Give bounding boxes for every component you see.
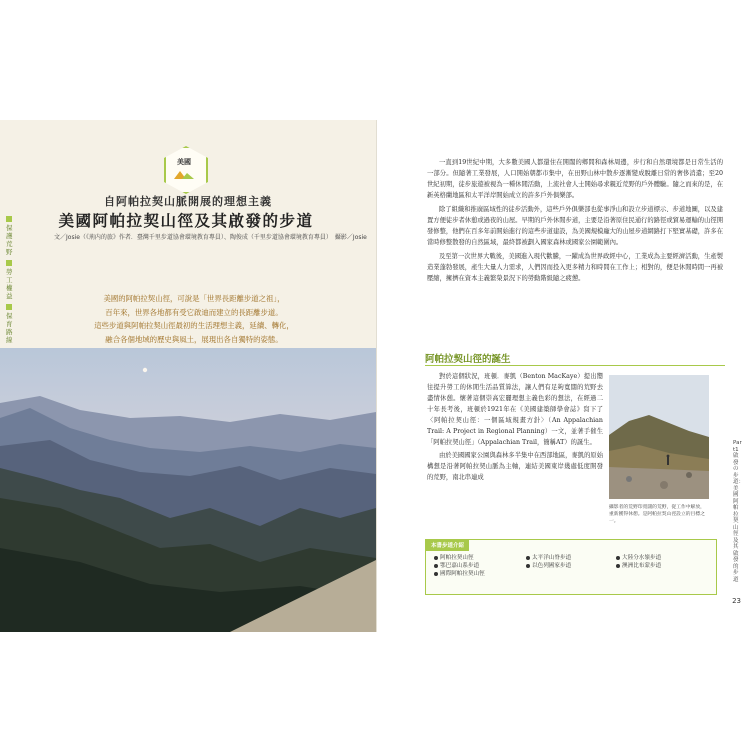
body-text <box>427 157 723 287</box>
section-heading: 阿帕拉契山徑的誕生 <box>425 354 511 365</box>
trail-item: 鄂巴嘉山系步道 <box>434 562 485 570</box>
bullet-icon <box>434 556 438 560</box>
nav-bullet-icon <box>6 216 12 222</box>
article-title: 美國阿帕拉契山徑及其啟發的步道 <box>58 211 314 230</box>
section-divider <box>425 365 725 366</box>
featured-trails-label: 本書步道介紹 <box>426 539 469 551</box>
mountain-landscape-photo <box>0 348 376 632</box>
hiker-summit-photo <box>609 375 709 499</box>
body-paragraph: 一直到19世紀中期，大多數美國人都還住在開闊的鄉間和森林周邊，步行和自然環境都是日常生活的一部分。但隨著工業發展，人口開始朝都市集中，在田野山林中散步逐漸變成脫離日常的奢侈消遣；至20世紀初期，徒步旅遊被視為一種休閒活動，上流社會人士開始尋求親近荒野的戶外體驗。隨之而來的是，在新英格蘭地區和太平洋岸開始成立的許多戶外俱樂部。 <box>427 159 723 199</box>
article-byline: 文／Josie（《荊内的旅》作者．臺灣千里步道協會環境教育專員）、陶俊成（千里步道協會環境教育專員） 攝影／Josie <box>54 234 367 241</box>
trail-list-column <box>616 554 661 570</box>
mountain-icon <box>174 169 194 179</box>
bullet-icon <box>434 564 438 568</box>
bullet-icon <box>434 572 438 576</box>
right-page <box>376 120 750 632</box>
section-text <box>427 371 603 485</box>
article-subtitle: 自阿帕拉契山脈開展的理想主義 <box>104 195 272 208</box>
trail-item: 國際阿帕拉契山徑 <box>434 570 485 578</box>
book-spread <box>0 120 750 632</box>
trail-item: 以色列國家步道 <box>526 562 571 570</box>
bullet-icon <box>616 564 620 568</box>
trail-list-column <box>434 554 485 578</box>
trail-item: 太平洋山脊步道 <box>526 554 571 562</box>
body-paragraph: 除了組織和推廣區域性的徒步活動外，這些戶外俱樂部也從事淨山和設立步道標示、步道地圖，以及建置方便徒步者休憩或過夜的山屋。早期的戶外休閒步道，主要是沿著原住民通行的路徑或貿易運輸的山徑開發修整，他們在百多年前開始進行的這些步道建設，為美國規模龐大的山屋步道網路打下堅實基礎，許多在當時修整散發的自然區域，最終都被劃入國家森林或國家公園範圍內。 <box>427 206 723 246</box>
bullet-icon <box>526 564 530 568</box>
trail-list-column <box>526 554 571 570</box>
section-paragraph: 由於美國國家公園與森林多半集中在西部地區，麥凱的原始構想是沿著阿帕拉契山脈為主軸，連結美國東岸幾處低度開發的荒野，南北串連成 <box>427 452 603 481</box>
side-nav-item: 保護荒野 <box>6 224 13 256</box>
nav-bullet-icon <box>6 260 12 266</box>
body-paragraph: 及至第一次世界大戰後，美國進入現代歡騰，一躍成為世界政經中心，工業成為主要經濟活動，生產製造業蓬勃發展，產生大量人力需求，人們因而投入更多精力和時間在工作上；相對的，便是休閒時間一再被壓縮，擁擠在資本主義繁榮景況下的勞動階級隨之疲憊。 <box>427 253 723 282</box>
chapter-side-nav <box>6 216 22 348</box>
intro-line: 美國的阿帕拉契山徑，可說是「世界長距離步道之祖」， <box>103 294 285 303</box>
side-nav-item: 保育路線 <box>6 312 13 344</box>
left-page <box>0 120 376 632</box>
intro-line: 融合各個地域的歷史與風土，展現出各自獨特的姿態。 <box>105 334 283 344</box>
intro-text <box>44 292 344 346</box>
bullet-icon <box>526 556 530 560</box>
trail-item: 大陸分水嶺步道 <box>616 554 661 562</box>
intro-line: 這些步道與阿帕拉契山徑最初的生活理想主義，延續、轉化， <box>94 321 294 330</box>
section-paragraph: 對於這個狀況，班頓．麥凱（Benton MacKaye）提出嚮往提升勞工的休閒生活品質算法，讓人們有足夠寬闊的荒野去盡情休憩。懷著這個崇高宏麗理想主義色彩的想法，在經過二十年長考後，班頓於1921年在《美國建築師學會誌》寫下了〈阿帕拉契山徑：一個區域規畫方針〉（An Appalachian Trail: A Project in Regional Planning）一文，並著手催生「阿帕拉契山徑」（Appalachian Trail，簡稱AT）的誕生。 <box>427 373 603 446</box>
bullet-icon <box>616 556 620 560</box>
side-nav-item: 勞工權益 <box>6 268 13 300</box>
nav-bullet-icon <box>6 304 12 310</box>
region-badge-label: 美國 <box>177 158 191 166</box>
running-head: Part1 啟發の步道：美國阿帕拉契山徑及其啟發的步道 <box>733 440 745 583</box>
photo-caption: 攝影者的荒野印寬闊的荒野，從工作中解放，重新獲得休憩。是阿帕拉契山徑設立的目標之一。 <box>609 505 705 524</box>
trail-item: 澳洲比布蒙步道 <box>616 562 661 570</box>
intro-line: 百年來，世界各地都有受它啟迪而建立的長距離步道。 <box>105 307 283 317</box>
trail-item: 阿帕拉契山徑 <box>434 554 485 562</box>
page-number: 23 <box>732 597 741 605</box>
featured-trails-box <box>425 539 717 595</box>
